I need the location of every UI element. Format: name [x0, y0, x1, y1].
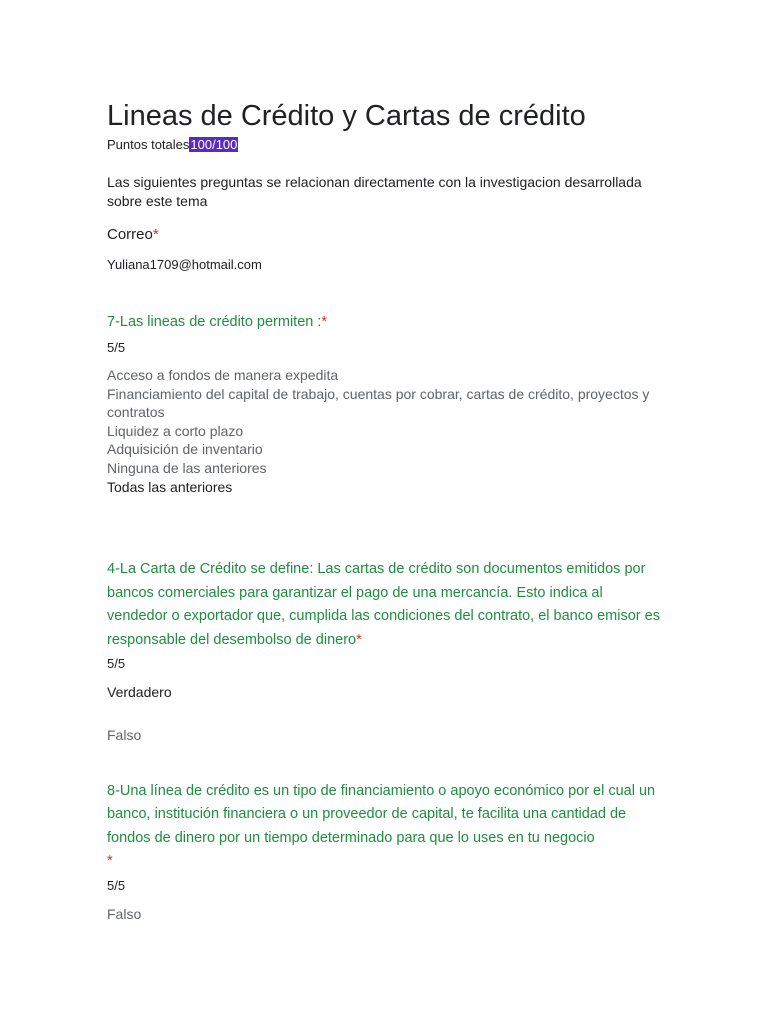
question-title-text: 7-Las lineas de crédito permiten : — [107, 314, 322, 330]
question-title-text: 8-Una línea de crédito es un tipo de financiamiento o apoyo económico por el cual un banco, institución financiera o un proveedor de capital, te facilita una cantidad de fondos de dinero por un tiempo determinado para que lo uses en tu negocio — [107, 783, 656, 846]
option[interactable]: Adquisición de inventario — [107, 441, 263, 458]
option[interactable]: Ninguna de las anteriores — [107, 459, 267, 476]
email-label-text: Correo — [107, 226, 153, 243]
total-points — [107, 136, 238, 153]
form-description: Las siguientes preguntas se relacionan directamente con la investigacion desarrollada sobre este tema — [107, 174, 642, 209]
option[interactable]: Acceso a fondos de manera expedita — [107, 367, 339, 383]
question-score: 5/5 — [107, 656, 126, 671]
option-selected[interactable]: Verdadero — [107, 684, 172, 700]
required-mark: * — [152, 226, 159, 243]
email-label — [107, 225, 159, 245]
question-title — [107, 558, 667, 652]
options-list — [107, 366, 667, 496]
form-title: Lineas de Crédito y Cartas de crédito — [107, 100, 586, 132]
question-title — [107, 312, 667, 332]
question-title-text: 4-La Carta de Crédito se define: Las cartas de crédito son documentos emitidos por bancos comerciales para garantizar el pago de una mercancía. Esto indica al vendedor o exportador que, cumplida las condiciones del contrato, el banco emisor es responsable del desembolso de dinero — [107, 561, 660, 648]
question-title — [107, 780, 667, 873]
option[interactable]: Financiamiento del capital de trabajo, cuentas por cobrar, cartas de crédito, proyectos y contratos — [107, 385, 650, 421]
option[interactable]: Falso — [107, 727, 142, 743]
required-mark: * — [356, 631, 362, 648]
points-label: Puntos totales — [107, 137, 190, 152]
option[interactable]: Falso — [107, 906, 142, 922]
option-selected[interactable]: Todas las anteriores — [107, 478, 233, 495]
required-mark: * — [321, 314, 328, 330]
option[interactable]: Liquidez a corto plazo — [107, 422, 244, 439]
question-score: 5/5 — [107, 878, 126, 893]
email-value: Yuliana1709@hotmail.com — [107, 257, 262, 272]
required-mark: * — [107, 852, 113, 869]
points-value: 100/100 — [190, 137, 238, 152]
question-score: 5/5 — [107, 340, 126, 355]
